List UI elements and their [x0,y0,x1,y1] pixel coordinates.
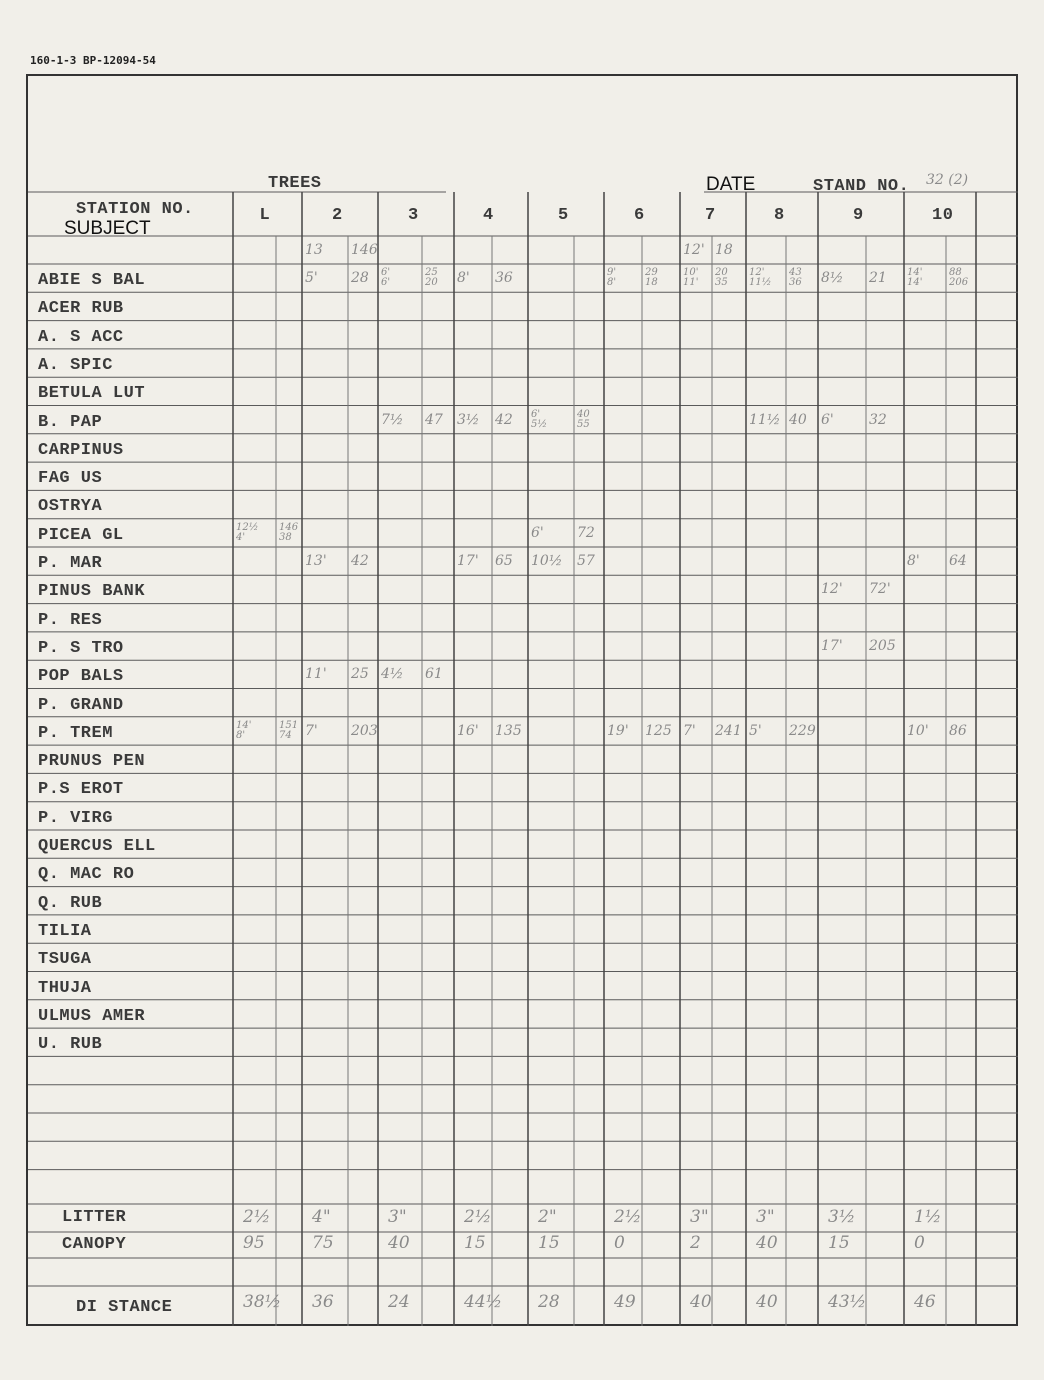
tally-entry: 88 206 [949,267,969,288]
tally-entry: 42 [351,553,369,569]
stand-label: STAND NO. [813,177,910,196]
distance-value: 40 [690,1292,712,1312]
tally-entry: 7' [683,722,696,739]
canopy-value: 40 [388,1233,410,1253]
tally-entry: 13 [305,242,323,258]
species-label: PRUNUS PEN [38,752,146,772]
field-sheet [26,74,1018,1326]
litter-value: 3" [388,1207,407,1227]
tally-entry: 241 [715,722,742,739]
canopy-value: 0 [914,1233,925,1253]
distance-label: DI STANCE [76,1298,173,1317]
distance-value: 24 [388,1292,410,1312]
tally-entry: 5' [305,270,318,286]
station-header: 6 [634,206,645,225]
tally-entry: 29 18 [645,267,658,288]
station-label: STATION NO. [76,200,194,219]
table-grid [28,76,1020,1328]
station-header: 5 [558,206,569,225]
species-label: P. RES [38,610,103,630]
tally-entry: 57 [577,553,595,569]
tally-entry: 11½ [749,411,781,428]
tally-entry: 12' 11½ [749,267,772,288]
distance-value: 49 [614,1292,636,1312]
species-label: PINUS BANK [38,582,146,602]
canopy-value: 15 [464,1233,486,1253]
tally-entry: 203 [351,722,378,739]
tally-entry: 229 [789,722,816,739]
species-label: FAG US [38,469,103,489]
tally-entry: 32 [869,411,887,428]
station-header: 7 [705,206,716,225]
tally-entry: 6' [821,411,834,428]
station-header: 3 [408,206,419,225]
tally-entry: 12' [821,581,843,598]
canopy-value: 2 [690,1233,701,1253]
litter-value: 3½ [828,1207,856,1227]
canopy-value: 95 [243,1233,265,1253]
tally-entry: 10' [907,722,929,739]
species-label: ACER RUB [38,299,124,319]
species-label: B. PAP [38,412,103,432]
litter-value: 1½ [914,1207,942,1227]
tally-entry: 13' [305,553,327,569]
species-label: P. MAR [38,554,103,573]
litter-value: 2½ [243,1207,271,1227]
tally-entry: 40 55 [577,408,590,430]
tally-entry: 65 [495,553,513,569]
tally-entry: 8' [457,270,470,286]
tally-entry: 72' [869,581,891,598]
species-label: POP BALS [38,667,124,687]
tally-entry: 25 20 [425,267,438,288]
tally-entry: 125 [645,722,672,739]
tally-entry: 10½ [531,553,563,569]
tally-entry: 146 [351,242,378,258]
distance-value: 43½ [828,1292,867,1312]
trees-label: TREES [268,174,322,193]
tally-entry: 16' [457,722,479,739]
litter-value: 2½ [464,1207,492,1227]
tally-entry: 17' [821,637,843,654]
litter-value: 4" [312,1207,331,1227]
tally-entry: 5' [749,722,762,739]
tally-entry: 7½ [381,411,404,428]
species-label: Q. MAC RO [38,865,135,885]
tally-entry: 146 38 [279,521,299,543]
station-header: 4 [483,206,494,225]
species-label: P. TREM [38,723,113,743]
date-label: DATE [706,174,756,195]
species-label: THUJA [38,978,92,998]
form-id: 160-1-3 BP-12094-54 [30,54,156,67]
canopy-value: 40 [756,1233,778,1253]
station-header: 10 [932,206,954,225]
tally-entry: 18 [715,242,733,258]
station-header: 8 [774,206,785,225]
stand-value: 32 (2) [926,172,969,188]
species-label: CARPINUS [38,440,124,460]
tally-entry: 72 [577,524,595,541]
tally-entry: 9' 8' [607,267,617,288]
tally-entry: 6' 6' [381,267,391,288]
tally-entry: 12½ 4' [236,521,259,543]
tally-entry: 4½ [381,666,404,683]
species-label: QUERCUS ELL [38,837,156,856]
tally-entry: 14' 8' [236,719,252,741]
station-header: L [259,206,271,225]
canopy-value: 15 [828,1233,850,1253]
tally-entry: 205 [869,637,896,654]
canopy-value: 0 [614,1233,625,1253]
canopy-label: CANOPY [62,1235,127,1254]
species-label: OSTRYA [38,497,103,517]
tally-entry: 64 [949,553,967,569]
tally-entry: 61 [425,666,443,683]
species-label: ABIE S BAL [38,271,146,290]
species-label: U. RUB [38,1035,103,1055]
station-header: 9 [853,206,864,225]
species-label: PICEA GL [38,525,124,545]
tally-entry: 8' [907,553,920,569]
tally-entry: 86 [949,722,967,739]
tally-entry: 6' [531,524,544,541]
species-label: A. S ACC [38,327,124,347]
species-label: BETULA LUT [38,384,146,404]
species-label: P. GRAND [38,695,124,715]
litter-value: 3" [690,1207,709,1227]
species-label: TILIA [38,921,92,941]
litter-label: LITTER [62,1208,127,1227]
tally-entry: 10' 11' [683,267,699,288]
distance-value: 28 [538,1292,560,1312]
species-label: P.S EROT [38,780,124,800]
tally-entry: 36 [495,270,513,286]
tally-entry: 8½ [821,270,844,286]
distance-value: 40 [756,1292,778,1312]
distance-value: 36 [312,1292,334,1312]
tally-entry: 21 [869,270,887,286]
tally-entry: 25 [351,666,369,683]
tally-entry: 6' 5½ [531,408,548,430]
litter-value: 2" [538,1207,557,1227]
tally-entry: 3½ [457,411,480,428]
canopy-value: 15 [538,1233,560,1253]
tally-entry: 14' 14' [907,267,923,288]
tally-entry: 42 [495,411,513,428]
distance-value: 38½ [243,1292,282,1312]
distance-value: 46 [914,1292,936,1312]
species-label: Q. RUB [38,893,103,913]
litter-value: 2½ [614,1207,642,1227]
tally-entry: 19' [607,722,629,739]
station-header: 2 [332,206,343,225]
species-label: A. SPIC [38,355,113,375]
species-label: P. VIRG [38,808,113,828]
tally-entry: 40 [789,411,807,428]
tally-entry: 7' [305,722,318,739]
distance-value: 44½ [464,1292,503,1312]
species-label: TSUGA [38,950,92,970]
tally-entry: 43 36 [789,267,802,288]
species-label: ULMUS AMER [38,1006,146,1026]
tally-entry: 11' [305,666,327,683]
tally-entry: 12' [683,242,705,258]
species-label: P. S TRO [38,638,124,658]
tally-entry: 28 [351,270,369,286]
tally-entry: 135 [495,722,522,739]
tally-entry: 151 74 [279,719,299,741]
canopy-value: 75 [312,1233,334,1253]
litter-value: 3" [756,1207,775,1227]
tally-entry: 47 [425,411,443,428]
subject-label: SUBJECT [64,218,151,239]
tally-entry: 17' [457,553,479,569]
tally-entry: 20 35 [715,267,728,288]
